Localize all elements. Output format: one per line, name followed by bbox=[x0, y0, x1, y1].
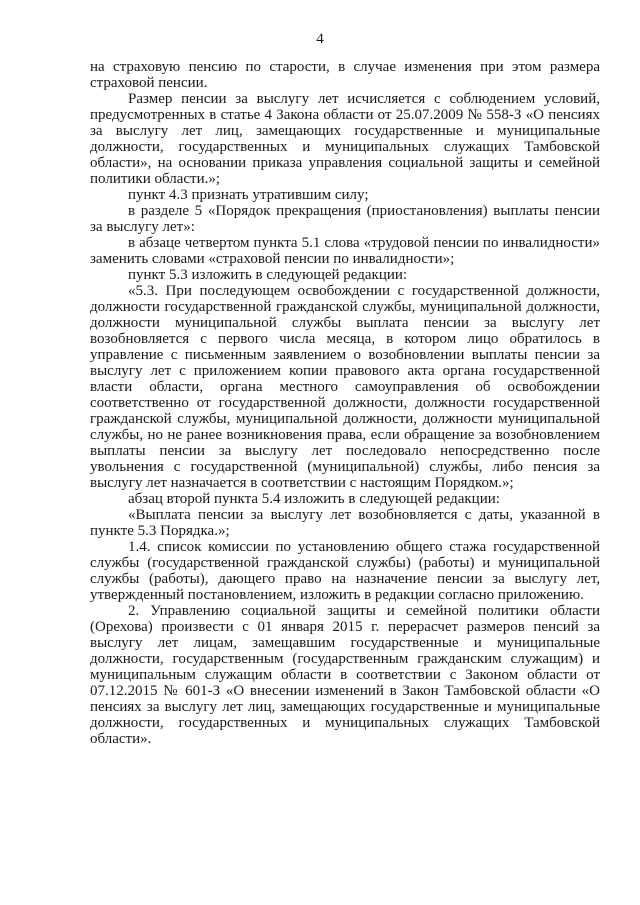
paragraph: в разделе 5 «Порядок прекращения (приостановления) выплаты пенсии за выслугу лет»: bbox=[90, 203, 600, 235]
document-body bbox=[90, 59, 600, 747]
paragraph: «Выплата пенсии за выслугу лет возобновляется с даты, указанной в пункте 5.3 Порядка.»; bbox=[90, 507, 600, 539]
paragraph: «5.3. При последующем освобождении с государственной должности, должности государственной гражданской службы, муниципальной должности, должности муниципальной службы выплата пенсии за выслугу лет возобновляется с первого числа месяца, в котором лицо обратилось в управление с письменным заявлением о возобновлении выплаты пенсии за выслугу лет с приложением копии правового акта органа государственной власти области, органа местного самоуправления об освобождении соответственно от государственной должности, должности государственной гражданской службы, муниципальной должности, должности муниципальной службы, но не ранее возникновения права, если обращение за возобновлением выплаты пенсии за выслугу лет последовало непосредственно после увольнения с государственной (муниципальной) службы, либо пенсия за выслугу лет назначается в соответствии с настоящим Порядком.»; bbox=[90, 283, 600, 491]
paragraph: в абзаце четвертом пункта 5.1 слова «трудовой пенсии по инвалидности» заменить словами «страховой пенсии по инвалидности»; bbox=[90, 235, 600, 267]
paragraph: абзац второй пункта 5.4 изложить в следующей редакции: bbox=[128, 491, 500, 507]
paragraph: 2. Управлению социальной защиты и семейной политики области (Орехова) произвести с 01 января 2015 г. перерасчет размеров пенсий за выслугу лет лицам, замещавшим государственные и муниципальные должности, государственным (государственным гражданским служащим) и муниципальным служащим области в соответствии с Законом области от 07.12.2015 № 601-З «О внесении изменений в Закон Тамбовской области «О пенсиях за выслугу лет лиц, замещающих государственные и муниципальные должности, государственных и муниципальных служащих Тамбовской области». bbox=[90, 603, 600, 747]
paragraph: 1.4. список комиссии по установлению общего стажа государственной службы (государственной гражданской службы) (работы) и муниципальной службы (работы), дающего право на назначение пенсии за выслугу лет, утвержденный постановлением, изложить в редакции согласно приложению. bbox=[90, 539, 600, 603]
page-number: 4 bbox=[316, 31, 324, 47]
paragraph: на страховую пенсию по старости, в случае изменения при этом размера страховой пенсии. bbox=[90, 59, 600, 91]
paragraph: пункт 5.3 изложить в следующей редакции: bbox=[128, 267, 408, 283]
paragraph: Размер пенсии за выслугу лет исчисляется с соблюдением условий, предусмотренных в статье 4 Закона области от 25.07.2009 № 558-З «О пенсиях за выслугу лет лиц, замещающих государственные и муниципальные должности, государственных и муниципальных служащих Тамбовской области», на основании приказа управления социальной защиты и семейной политики области.»; bbox=[90, 91, 600, 187]
paragraph: пункт 4.3 признать утратившим силу; bbox=[128, 187, 369, 203]
